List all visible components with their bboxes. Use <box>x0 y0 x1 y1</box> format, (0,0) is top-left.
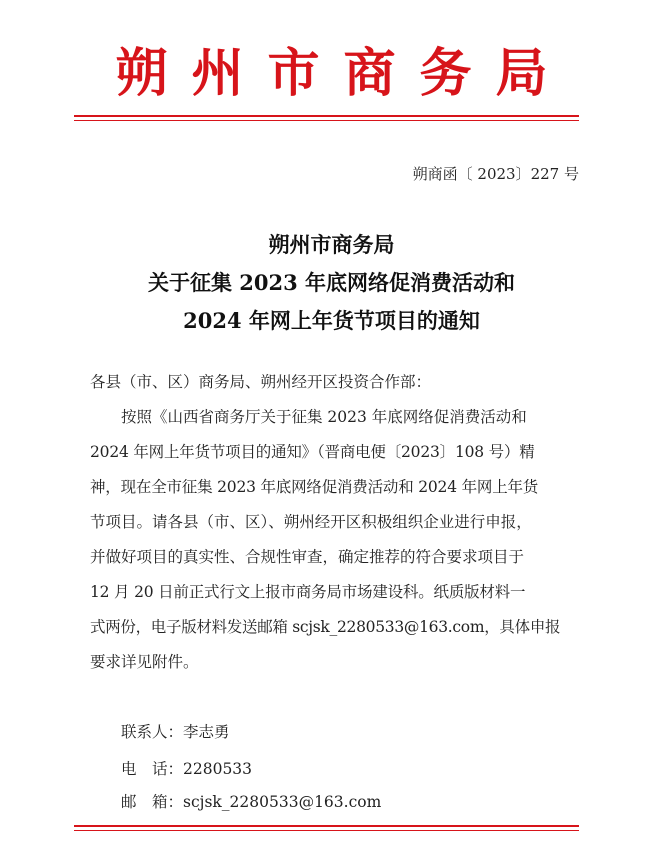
contact-email: 邮 箱：scjsk_2280533@163.com <box>121 793 382 811</box>
masthead-rule-thick <box>74 115 579 117</box>
salutation: 各县（市、区）商务局、朔州经开区投资合作部： <box>90 373 432 391</box>
title-line-3: 2024 年网上年货节项目的通知 <box>183 308 480 333</box>
masthead-rule-thin <box>74 120 579 121</box>
contact-person: 联系人：李志勇 <box>121 723 230 741</box>
body-line: 式两份，电子版材料发送邮箱 scjsk_2280533@163.com，具体申报 <box>90 618 561 636</box>
title-line-1: 朔州市商务局 <box>268 232 395 257</box>
body-line: 12 月 20 日前正式行文上报市商务局市场建设科。纸质版材料一 <box>90 583 526 601</box>
title-line-2: 关于征集 2023 年底网络促消费活动和 <box>147 270 516 295</box>
masthead-title: 朔州市商务局 <box>115 43 572 104</box>
contact-phone: 电 话：2280533 <box>121 760 253 778</box>
body-line: 神，现在全市征集 2023 年底网络促消费活动和 2024 年网上年货 <box>90 478 539 496</box>
body-line: 2024 年网上年货节项目的通知》（晋商电便〔2023〕108 号）精 <box>90 443 535 461</box>
footer-rule-thick <box>74 825 579 827</box>
body-line: 并做好项目的真实性、合规性审查，确定推荐的符合要求项目于 <box>90 548 525 566</box>
body-line: 节项目。请各县（市、区）、朔州经开区积极组织企业进行申报， <box>90 513 532 531</box>
body-line: 要求详见附件。 <box>90 653 199 671</box>
body-line: 按照《山西省商务厅关于征集 2023 年底网络促消费活动和 <box>121 408 527 426</box>
footer-rule-thin <box>74 830 579 831</box>
document-number: 朔商函〔 2023〕227 号 <box>412 165 579 183</box>
